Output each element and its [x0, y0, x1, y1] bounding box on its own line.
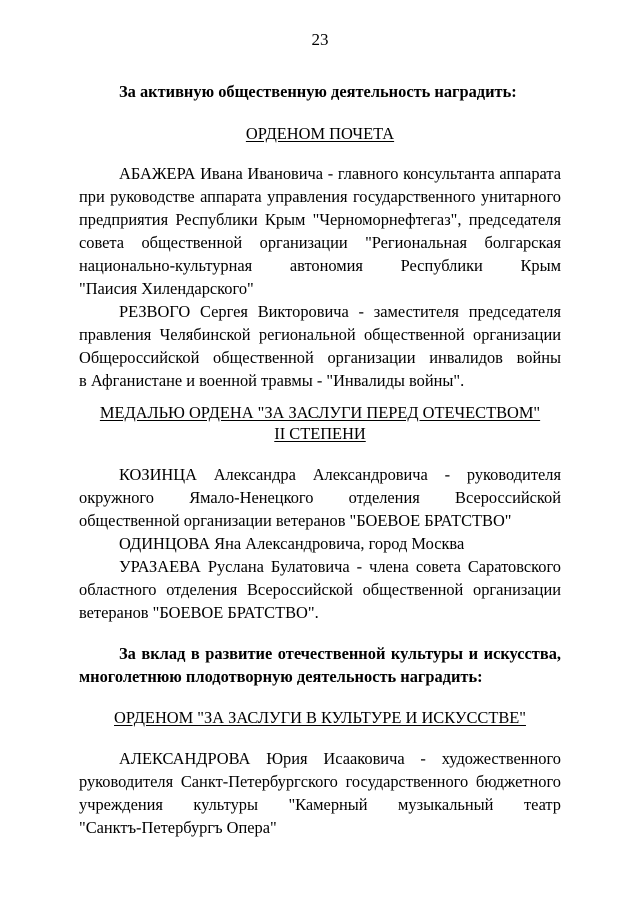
paragraph-line: УРАЗАЕВА Руслана Булатовича - члена совета Саратовского — [119, 557, 561, 576]
paragraph-line: РЕЗВОГО Сергея Викторовича - заместителя председателя — [119, 302, 561, 321]
paragraph-line: "Санктъ-Петербургъ Опера" — [79, 818, 277, 837]
paragraph-line: в Афганистане и военной травмы - "Инвалиды войны". — [79, 371, 465, 390]
paragraph-line: областного отделения Всероссийской общественной организации — [79, 580, 561, 599]
paragraph-line: ОДИНЦОВА Яна Александровича, город Москва — [119, 534, 465, 553]
paragraph-line: АБАЖЕРА Ивана Ивановича - главного консультанта аппарата — [119, 164, 561, 183]
award-title-medal-line1: МЕДАЛЬЮ ОРДЕНА "ЗА ЗАСЛУГИ ПЕРЕД ОТЕЧЕСТВОМ" — [99, 403, 541, 422]
award-title-culture-order: ОРДЕНОМ "ЗА ЗАСЛУГИ В КУЛЬТУРЕ И ИСКУССТВЕ" — [114, 708, 526, 727]
page-number: 23 — [311, 30, 329, 49]
paragraph-line: ветеранов "БОЕВОЕ БРАТСТВО". — [79, 603, 319, 622]
paragraph-line: общественной организации ветеранов "БОЕВОЕ БРАТСТВО" — [79, 511, 512, 530]
paragraph-line: КОЗИНЦА Александра Александровича - руководителя — [119, 465, 561, 484]
award-title-order-of-honor: ОРДЕНОМ ПОЧЕТА — [245, 124, 395, 143]
award-title-medal-line2: II СТЕПЕНИ — [274, 424, 366, 443]
section-heading-culture-line1: За вклад в развитие отечественной культуры и искусства, — [119, 644, 561, 663]
section-heading-activity: За активную общественную деятельность наградить: — [119, 82, 517, 101]
paragraph-line: предприятия Республики Крым "Черноморнефтегаз", председателя — [79, 210, 561, 229]
paragraph-line: правления Челябинской региональной общественной организации — [79, 325, 561, 344]
section-heading-culture-line2: многолетнюю плодотворную деятельность наградить: — [79, 667, 483, 686]
paragraph-line: национально-культурная автономия Республики Крым — [79, 256, 561, 275]
paragraph-line: руководителя Санкт-Петербургского государственного бюджетного — [79, 772, 561, 791]
paragraph-line: Общероссийской общественной организации инвалидов войны — [79, 348, 561, 367]
paragraph-line: АЛЕКСАНДРОВА Юрия Исааковича - художественного — [119, 749, 561, 768]
paragraph-line: совета общественной организации "Региональная болгарская — [79, 233, 561, 252]
paragraph-line: учреждения культуры "Камерный музыкальный театр — [79, 795, 561, 814]
paragraph-line: "Паисия Хилендарского" — [79, 279, 254, 298]
paragraph-line: при руководстве аппарата управления государственного унитарного — [79, 187, 561, 206]
paragraph-line: окружного Ямало-Ненецкого отделения Всероссийской — [79, 488, 561, 507]
